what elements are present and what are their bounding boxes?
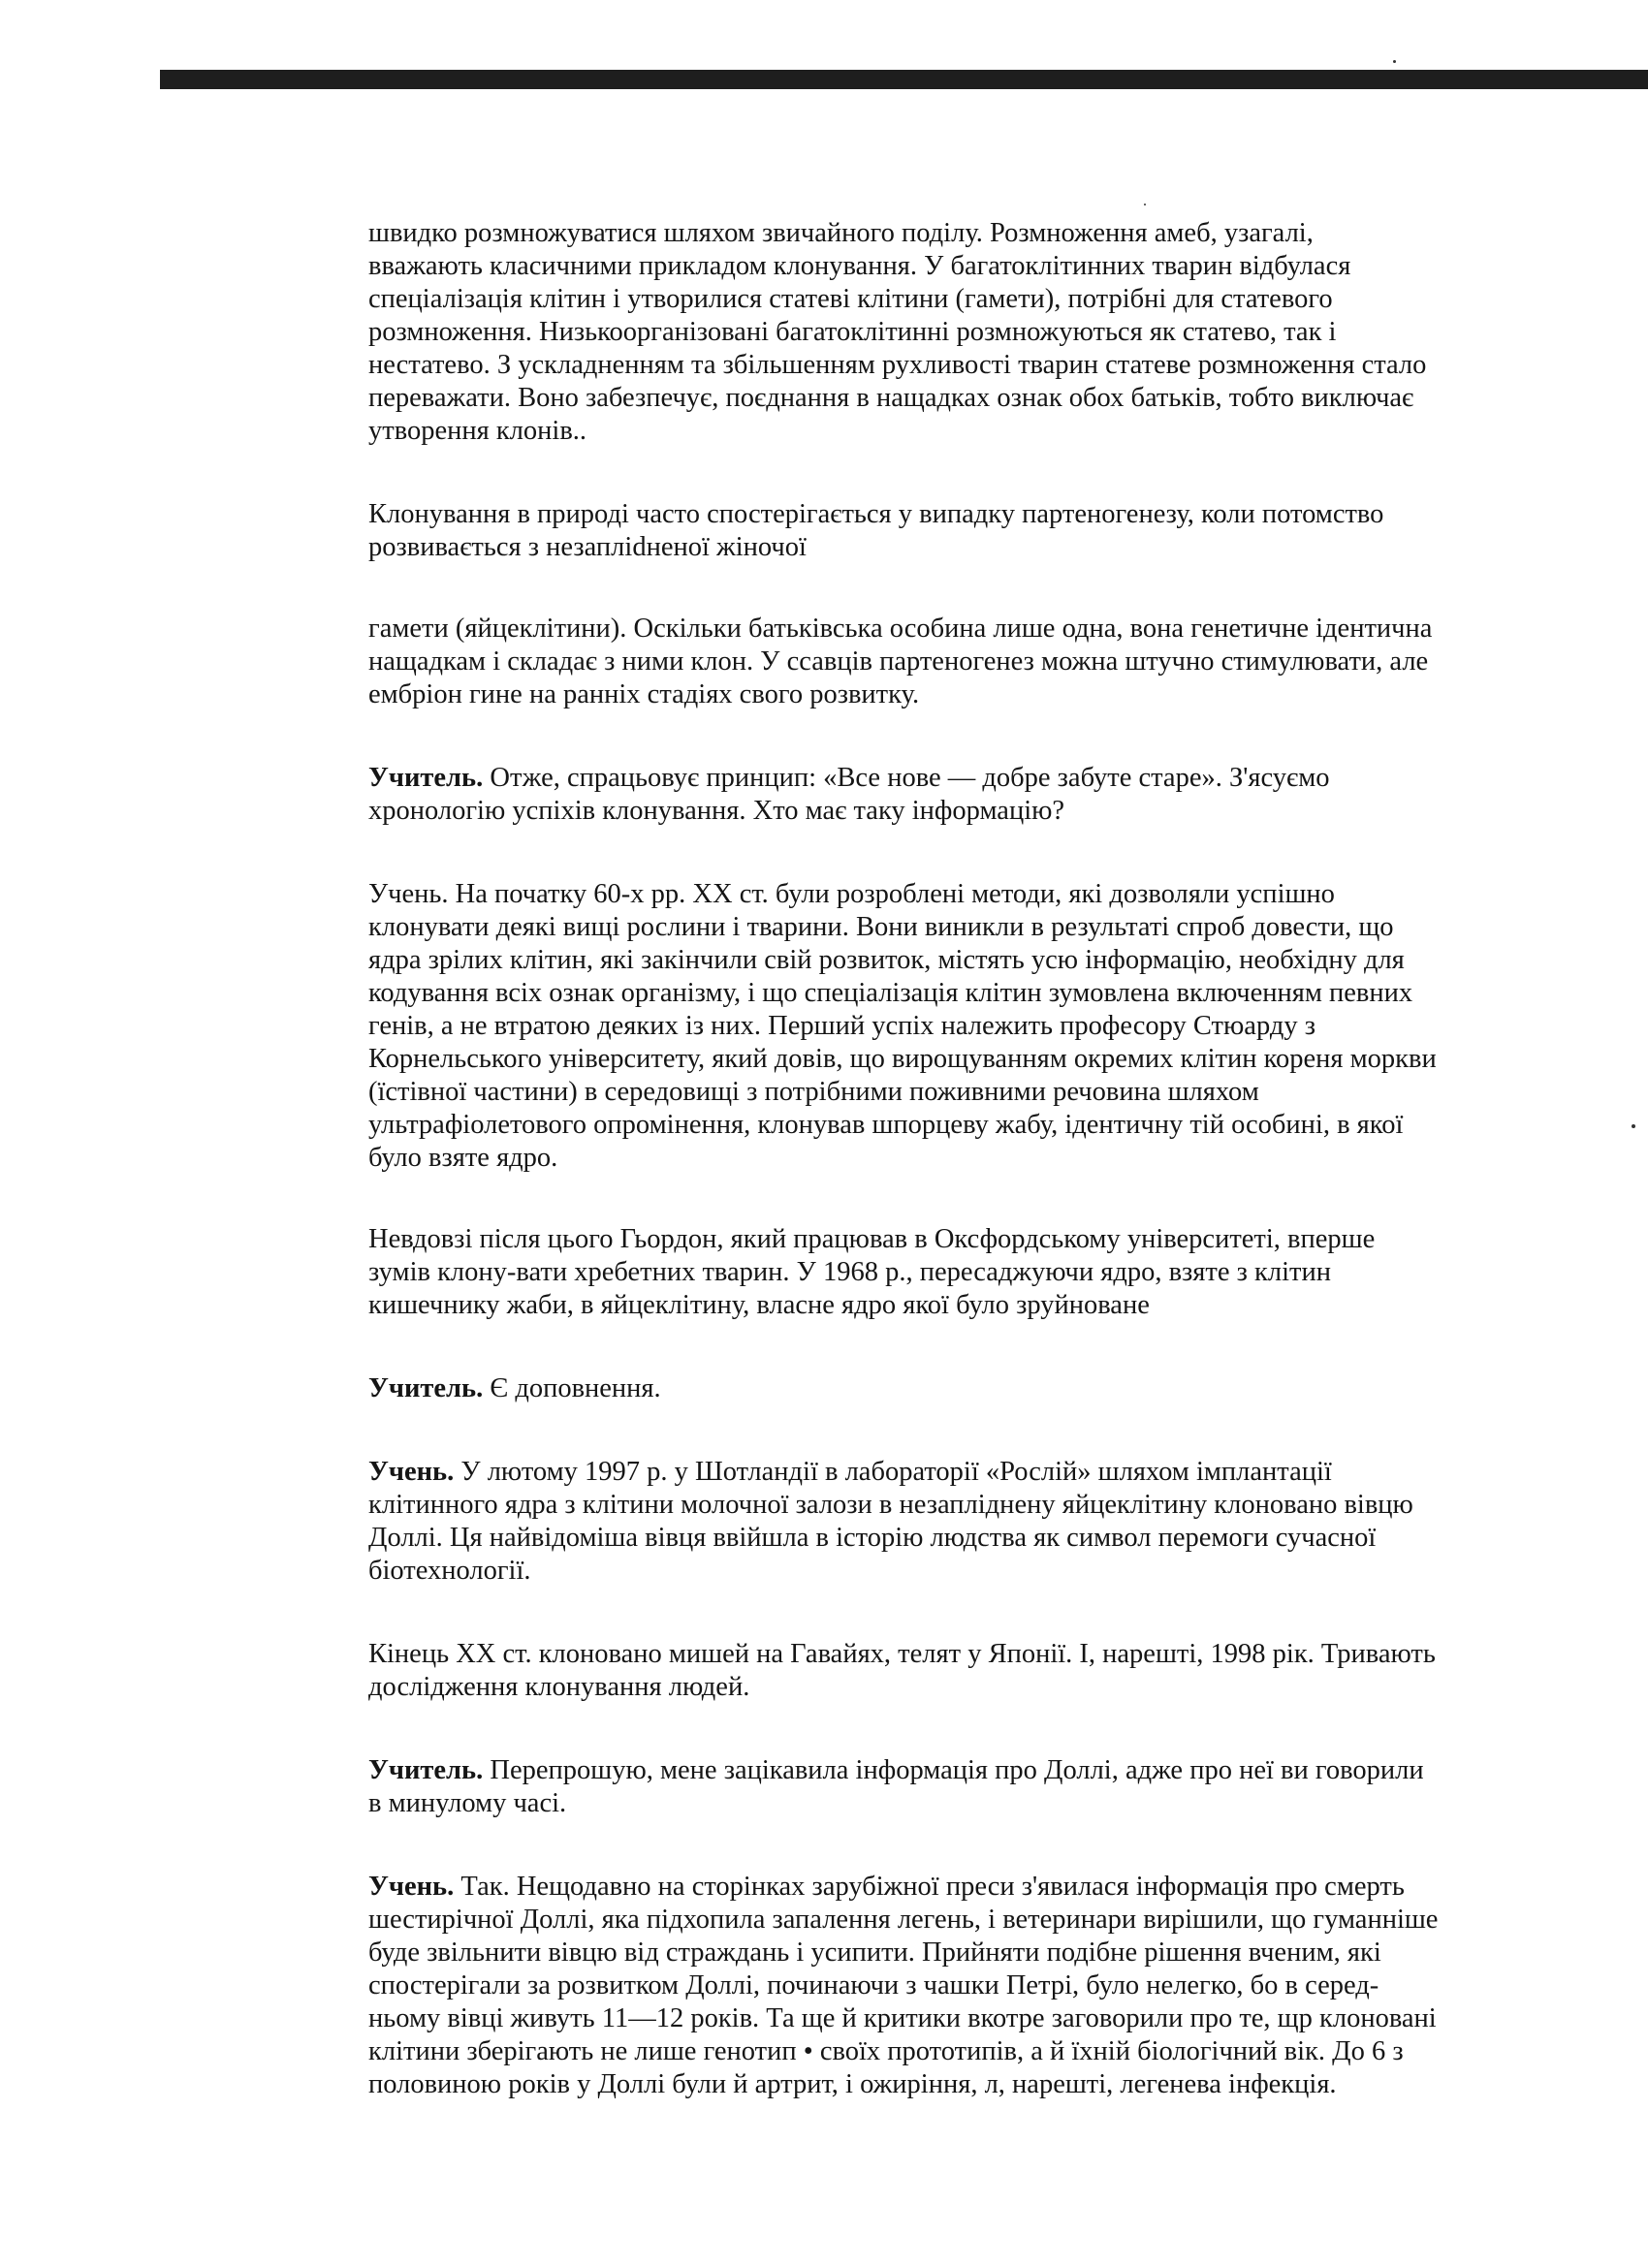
speaker-label: Учень. <box>368 1872 455 1902</box>
paragraph <box>368 1223 1483 1322</box>
text-line <box>368 1456 1483 1489</box>
text-line: розвивається з незапліdненої жіночої <box>368 532 807 562</box>
text-line: зумів клону-вати хребетних тварин. У 1968 р., пересаджуючи ядро, взяте з клітин <box>368 1257 1331 1287</box>
text-line: ядра зрілих клітин, які закінчили свій розвиток, містять усю інформацію, необхідну для <box>368 945 1405 975</box>
dialogue-paragraph <box>368 1754 1483 1820</box>
dialogue-paragraph <box>368 1372 1483 1405</box>
speech-text: Отже, спрацьовує принцип: «Все нове — добре забуте старе». З'ясуємо <box>483 763 1330 793</box>
text-line: Невдовзі після цього Гьордон, який працював в Оксфордському університеті, вперше <box>368 1224 1376 1254</box>
speech-text: Так. Нещодавно на сторінках зарубіжної преси з'явилася інформація про смерть <box>454 1872 1405 1902</box>
text-line: гамети (яйцеклітини). Оскільки батьківська особина лише одна, вона генетичне ідентична <box>368 614 1433 644</box>
text-line: нащадкам і складає з ними клон. У ссавців партеногенез можна штучно стимулювати, але <box>368 646 1429 677</box>
text-line: нестатево. З ускладненням та збільшенням рухливості тварин статеве розмноження стало <box>368 350 1427 380</box>
text-line: (їстівної частини) в середовищі з потрібними поживними речовина шляхом <box>368 1077 1259 1107</box>
text-line: шестирічної Доллі, яка підхопила запалення легень, і ветеринари вирішили, що гуманніше <box>368 1905 1439 1935</box>
text-line: спеціалізація клітин і утворилися статеві клітини (гамети), потрібні для статевого <box>368 284 1333 314</box>
text-line: вважають класичними прикладом клонування. У багатоклітинних тварин відбулася <box>368 251 1351 281</box>
scan-speck <box>1144 204 1146 205</box>
text-line: переважати. Воно забезпечує, поєднання в нащадках ознак обох батьків, тобто виключає <box>368 383 1414 413</box>
text-line: кишечнику жаби, в яйцеклітину, власне ядро якої було зруйноване <box>368 1290 1150 1320</box>
scan-speck <box>1393 60 1396 63</box>
text-line: Клонування в природі часто спостерігається у випадку партеногенезу, коли потомство <box>368 499 1384 529</box>
text-line: ньому вівці живуть 11—12 років. Та ще й критики вкотре заговорили про те, щр клоновані <box>368 2003 1437 2033</box>
text-line: було взяте ядро. <box>368 1143 558 1173</box>
paragraph <box>368 878 1483 1175</box>
paragraph <box>368 498 1483 564</box>
text-line: Корнельського університету, який довів, що вирощуванням окремих клітин кореня моркви <box>368 1044 1437 1074</box>
text-line: хронологію успіхів клонування. Хто має таку інформацію? <box>368 796 1065 826</box>
text-line <box>368 1754 1483 1787</box>
text-line: розмноження. Низькоорганізовані багатоклітинні розмножуються як статево, так і <box>368 317 1337 347</box>
document-body <box>368 217 1483 2101</box>
text-line: ультрафіолетового опромінення, клонував шпорцеву жабу, ідентичну тій особині, в якої <box>368 1110 1404 1140</box>
text-line: буде звільнити вівцю від страждань і усипити. Прийняти подібне рішення вченим, які <box>368 1937 1381 1968</box>
speaker-label: Учитель. <box>368 1373 484 1403</box>
speaker-label: Учитель. <box>368 763 484 793</box>
paragraph <box>368 217 1483 448</box>
text-line: кодування всіх ознак організму, і що спеціалізація клітин зумовлена включенням певних <box>368 978 1413 1008</box>
text-line: генів, а не втратою деяких із них. Перший успіх належить професору Стюарду з <box>368 1011 1315 1041</box>
text-line: Учень. На початку 60-х рр. XX ст. були розроблені методи, які дозволяли успішно <box>368 879 1335 909</box>
dialogue-paragraph <box>368 762 1483 828</box>
text-line: ембріон гине на ранніх стадіях свого розвитку. <box>368 679 920 709</box>
speech-text: Перепрошую, мене зацікавила інформація про Доллі, адже про неї ви говорили <box>483 1755 1424 1785</box>
text-line: дослідження клонування людей. <box>368 1672 750 1702</box>
text-line <box>368 1372 1483 1405</box>
paragraph <box>368 613 1483 711</box>
scan-top-border <box>160 70 1648 89</box>
text-line: в минулому часі. <box>368 1788 567 1818</box>
dialogue-paragraph <box>368 1456 1483 1588</box>
text-line: Доллі. Ця найвідоміша вівця ввійшла в історію людства як символ перемоги сучасної <box>368 1523 1377 1553</box>
text-line <box>368 1871 1483 1904</box>
speech-text: У лютому 1997 р. у Шотландії в лабораторії «Рослій» шляхом імплантації <box>454 1457 1332 1487</box>
text-line: швидко розмножуватися шляхом звичайного поділу. Розмноження амеб, узагалі, <box>368 218 1314 248</box>
text-line: клітини зберігають не лише генотип • своїх прототипів, а й їхній біологічний вік. До 6 з <box>368 2036 1404 2066</box>
text-line: клітинного ядра з клітини молочної залози в незапліднену яйцеклітину клоновано вівцю <box>368 1490 1413 1520</box>
scan-speck <box>1632 1124 1635 1128</box>
paragraph <box>368 1638 1483 1704</box>
text-line: клонувати деякі вищі рослини і тварини. Вони виникли в результаті спроб довести, що <box>368 912 1394 942</box>
text-line: утворення клонів.. <box>368 416 587 446</box>
text-line: біотехнології. <box>368 1556 531 1586</box>
speaker-label: Учень. <box>368 1457 455 1487</box>
text-line <box>368 762 1483 795</box>
speaker-label: Учитель. <box>368 1755 484 1785</box>
text-line: половиною років у Доллі були й артрит, і ожиріння, л, нарешті, легенева інфекція. <box>368 2069 1337 2099</box>
dialogue-paragraph <box>368 1871 1483 2101</box>
text-line: спостерігали за розвитком Доллі, починаючи з чашки Петрі, було нелегко, бо в серед- <box>368 1970 1379 2000</box>
speech-text: Є доповнення. <box>483 1373 661 1403</box>
text-line: Кінець XX ст. клоновано мишей на Гавайях, телят у Японії. І, нарешті, 1998 рік. Тривають <box>368 1639 1436 1669</box>
